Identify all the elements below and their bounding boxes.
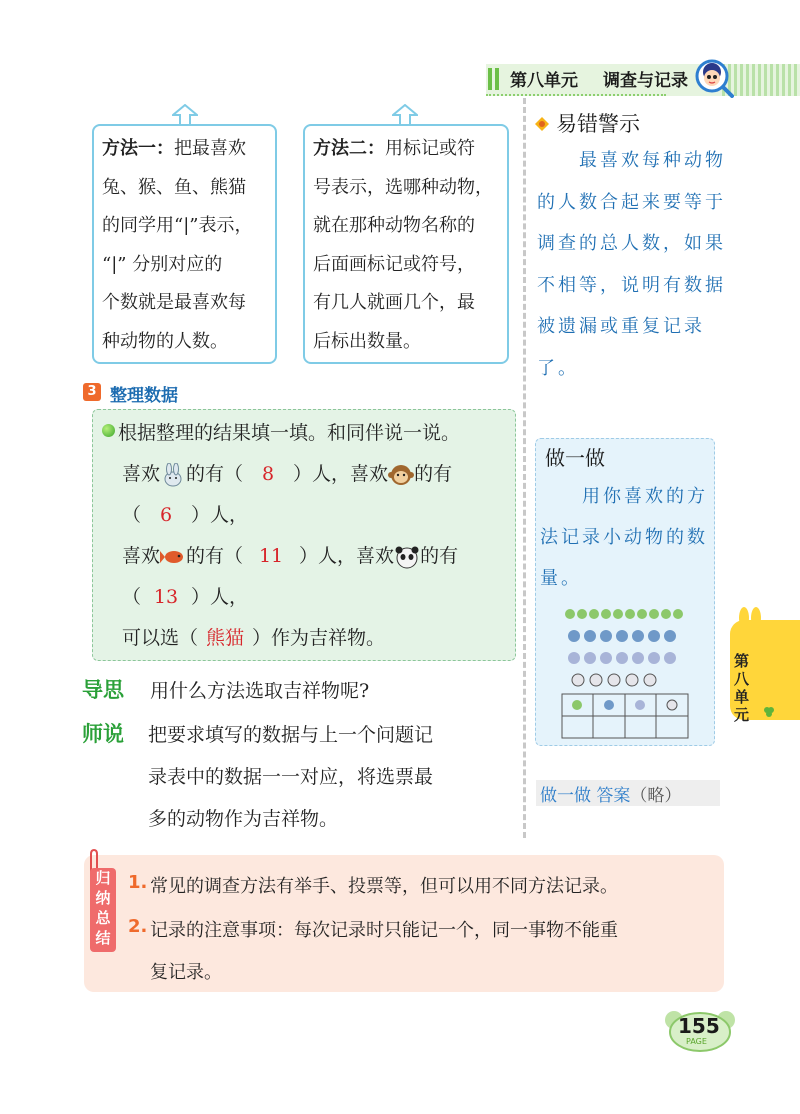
method-two-label: 方法二：	[313, 138, 385, 159]
summary-label: 归纳总结	[90, 868, 116, 952]
instruction-text: 根据整理的结果填一填。和同伴说一说。	[118, 422, 461, 444]
daosi-label: 导思	[82, 678, 124, 702]
fill-line: 可以选（ 熊猫 ）作为吉祥物。	[122, 623, 385, 650]
animal-tally-picture	[560, 604, 690, 740]
summary-number: 2.	[128, 916, 148, 937]
method-one-line: “|” 分别对应的	[102, 253, 223, 275]
method-one-label: 方法一：	[102, 138, 174, 159]
method-two-line: 就在那种动物名称的	[313, 215, 475, 236]
bullet-icon	[102, 424, 115, 437]
unit-title: 第八单元	[510, 71, 578, 91]
up-arrow-icon	[392, 104, 418, 126]
mascot-magnifier-icon	[694, 58, 734, 98]
clover-icon	[762, 705, 776, 719]
method-one-line: 个数就是最喜欢每	[102, 292, 246, 313]
method-two-line: 方法二：用标记或符	[313, 138, 475, 159]
warning-text: 最喜欢每种动物的人数合起来要等于调查的总人数，如果不相等，说明有数据被遗漏或重复记录了。	[537, 150, 726, 379]
daosi-text: 用什么方法选取吉祥物呢?	[150, 680, 370, 702]
fish-answer: 11	[258, 545, 284, 567]
header-bar	[488, 68, 492, 90]
side-tab-text: 第八单元	[734, 652, 750, 724]
section-number: 3	[83, 383, 101, 401]
shishuo-line: 多的动物作为吉祥物。	[148, 808, 339, 830]
column-divider	[523, 98, 526, 838]
up-arrow-icon	[172, 104, 198, 126]
answer-note: （略）	[630, 786, 682, 806]
mascot-answer: 熊猫	[206, 627, 245, 649]
summary-item-cont: 复记录。	[150, 962, 222, 983]
fill-line: 喜欢 的有（ 8 ）人，喜欢 的有	[122, 463, 453, 485]
answer-label: 做一做 答案	[540, 786, 631, 806]
answer-text	[540, 781, 681, 806]
method-two-line: 后标出数量。	[313, 330, 421, 352]
do-it-title: 做一做	[545, 446, 605, 470]
page-label: PAGE	[686, 1037, 707, 1046]
summary-item: 记录的注意事项：每次记录时只能记一个，同一事物不能重	[150, 920, 618, 941]
rabbit-icon	[160, 463, 186, 487]
bunny-ears-icon	[735, 606, 765, 630]
panda-icon	[394, 545, 420, 569]
shishuo-label: 师说	[82, 722, 124, 746]
topic-title: 调查与记录	[603, 71, 688, 91]
fish-icon	[160, 545, 186, 569]
method-one-line: 种动物的人数。	[102, 330, 228, 352]
do-it-text: 用你喜欢的方法记录小动物的数量。	[540, 486, 708, 589]
method-two-box	[303, 124, 509, 364]
method-one-line: 的同学用“|”表示，	[102, 215, 253, 236]
monkey-icon	[388, 463, 414, 487]
warning-title: 易错警示	[556, 112, 640, 136]
method-one-line: 兔、猴、鱼、熊猫	[102, 176, 246, 198]
section-title: 整理数据	[110, 386, 178, 406]
monkey-answer: 6	[159, 504, 173, 526]
header-divider	[486, 94, 666, 96]
method-two-line: 后面画标记或符号，	[313, 253, 475, 275]
method-one-line: 方法一：把最喜欢	[102, 138, 246, 159]
summary-number: 1.	[128, 872, 148, 893]
shishuo-line: 录表中的数据一一对应，将选票最	[148, 766, 434, 788]
fill-line: （ 13 ）人，	[122, 586, 249, 608]
lightbulb-icon	[532, 114, 552, 134]
method-one-box	[92, 124, 277, 364]
page-number: 155	[678, 1014, 720, 1038]
panda-answer: 13	[153, 586, 179, 608]
fill-line: （ 6 ）人，	[122, 504, 249, 526]
rabbit-answer: 8	[261, 463, 275, 485]
fill-line: 喜欢 的有（ 11 ）人，喜欢 的有	[122, 545, 459, 567]
shishuo-line: 把要求填写的数据与上一个问题记	[148, 724, 434, 746]
summary-item: 常见的调查方法有举手、投票等，但可以用不同方法记录。	[150, 876, 618, 897]
method-two-line: 有几人就画几个，最	[313, 292, 475, 313]
header-bar	[495, 68, 499, 90]
method-two-line: 号表示，选哪种动物，	[313, 176, 493, 198]
